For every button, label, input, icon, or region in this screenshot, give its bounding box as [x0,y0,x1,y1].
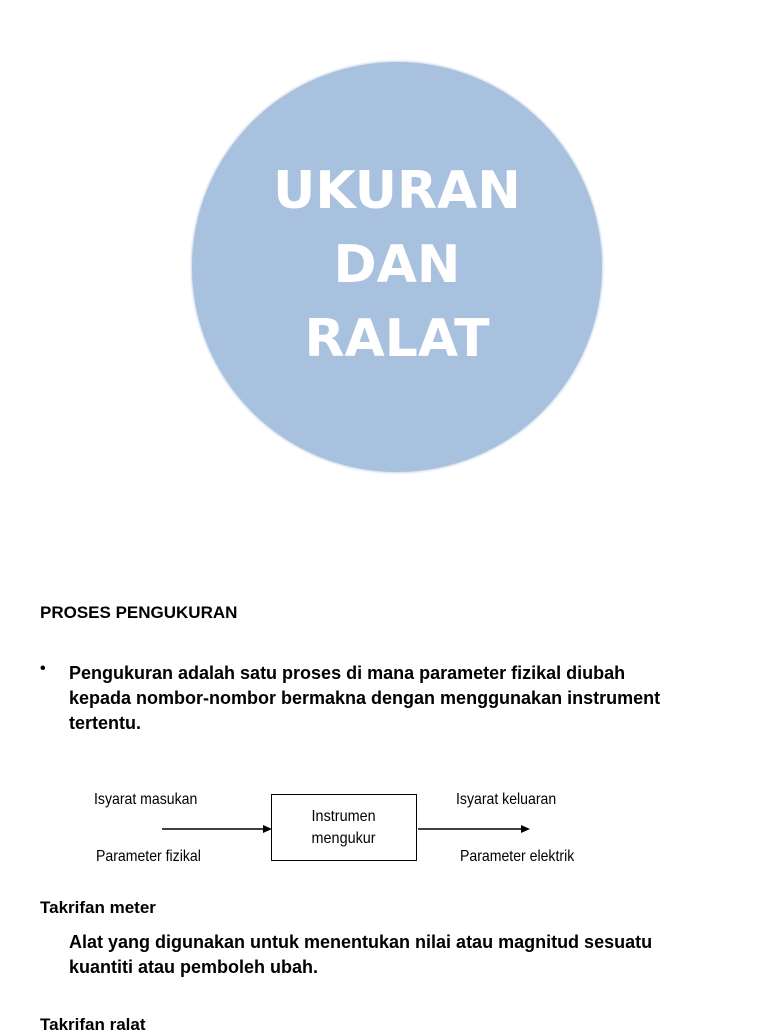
process-description: Pengukuran adalah satu proses di mana parameter fizikal diubah kepada nombor-nombor bermakna dengan menggunakan instrument tertentu. [69,663,661,733]
physical-parameter-label: Parameter fizikal [96,848,201,865]
title-circle [192,62,602,472]
meter-definition-heading: Takrifan meter [40,898,156,917]
input-signal-label: Isyarat masukan [94,791,198,808]
title-line-3: RALAT [304,309,490,369]
error-definition-heading: Takrifan ralat [40,1015,146,1034]
title-line-1: UKURAN [273,161,521,221]
process-heading: PROSES PENGUKURAN [40,603,238,622]
meter-definition-text: Alat yang digunakan untuk menentukan nilai atau magnitud sesuatu kuantiti atau pemboleh ubah. [69,932,653,977]
instrument-box-line-2: mengukur [311,829,377,847]
title-line-2: DAN [333,235,461,295]
instrument-box-line-1: Instrumen [311,807,377,825]
instrument-box [271,794,417,861]
measurement-diagram [0,780,768,890]
output-arrow [418,825,530,833]
output-signal-label: Isyarat keluaran [456,791,557,808]
electrical-parameter-label: Parameter elektrik [460,848,575,865]
bullet-marker: • [40,660,46,677]
document-title [273,154,521,376]
input-arrow [162,825,272,833]
